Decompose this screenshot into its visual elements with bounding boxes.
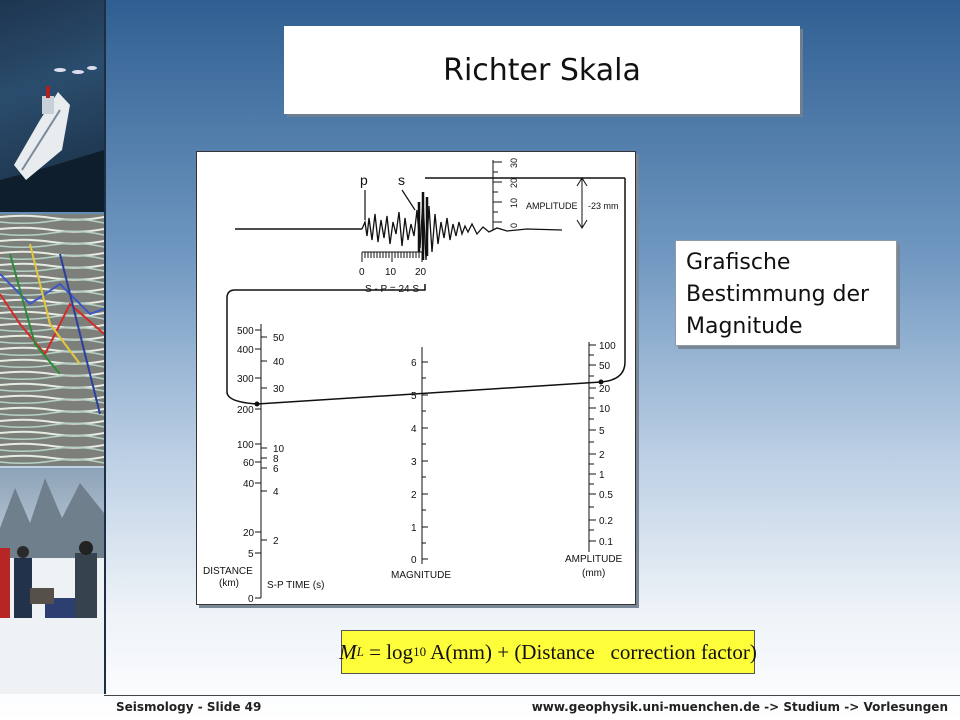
mag-tick-2: 2 <box>411 490 417 501</box>
distance-tick-300: 300 <box>237 374 254 385</box>
formula-log-sub: 10 <box>413 644 427 659</box>
time-tick-20: 20 <box>415 267 427 278</box>
mag-tick-6: 6 <box>411 358 417 369</box>
amp-tick-20: 20 <box>599 384 611 395</box>
amp-tick-50: 50 <box>599 361 611 372</box>
note-line-2: Bestimmung der <box>686 282 870 307</box>
photo-sidebar <box>0 0 104 694</box>
amp-ruler-30: 30 <box>509 157 519 168</box>
amp-ruler-10: 10 <box>509 197 519 208</box>
amplitude-annotation: AMPLITUDE <box>526 201 578 211</box>
formula-lhs: M <box>339 639 357 664</box>
distance-tick-0: 0 <box>248 594 254 604</box>
sp-tick-4: 4 <box>273 487 279 498</box>
sp-time-axis-label: S-P TIME (s) <box>267 580 325 591</box>
footer-slide-number: Seismology - Slide 49 <box>116 700 262 714</box>
distance-axis <box>255 324 267 598</box>
amp-ruler-20: 20 <box>509 177 519 188</box>
footer-divider <box>104 695 960 696</box>
mag-tick-4: 4 <box>411 424 417 435</box>
field-work-photo <box>0 468 104 694</box>
sp-tick-10: 10 <box>273 444 285 455</box>
s-wave-label: s <box>398 172 405 188</box>
richter-nomogram <box>196 151 636 605</box>
sp-tick-8: 8 <box>273 454 279 465</box>
amp-tick-2: 2 <box>599 450 605 461</box>
footer-url: www.geophysik.uni-muenchen.de -> Studium -> Vorlesungen <box>531 700 948 714</box>
amplitude-value: -23 mm <box>588 201 619 211</box>
distance-axis-unit: (km) <box>219 578 239 589</box>
amplitude-ruler <box>425 157 625 230</box>
distance-tick-400: 400 <box>237 345 254 356</box>
sp-tick-30: 30 <box>273 384 285 395</box>
ship-photo <box>0 0 104 212</box>
formula-rhs: A(mm) + (Distance correction factor) <box>426 639 757 664</box>
note-line-1: Grafische <box>686 250 791 275</box>
magnitude-formula <box>341 630 755 674</box>
sp-tick-50: 50 <box>273 333 285 344</box>
mag-tick-5: 5 <box>411 391 417 402</box>
amp-tick-5: 5 <box>599 426 605 437</box>
amplitude-axis-unit: (mm) <box>582 568 606 579</box>
time-tick-0: 0 <box>359 267 365 278</box>
sp-connector <box>227 284 425 404</box>
amplitude-axis-label: AMPLITUDE <box>565 554 623 565</box>
distance-axis-label: DISTANCE <box>203 566 253 577</box>
distance-tick-40: 40 <box>243 479 255 490</box>
note-box <box>675 240 897 346</box>
p-wave-label: p <box>360 172 368 188</box>
slide-title: Richter Skala <box>443 52 641 88</box>
magnitude-axis-label: MAGNITUDE <box>391 570 451 581</box>
mag-tick-3: 3 <box>411 457 417 468</box>
distance-tick-500: 500 <box>237 326 254 337</box>
distance-point <box>255 402 260 407</box>
distance-tick-200: 200 <box>237 405 254 416</box>
amp-tick-0.1: 0.1 <box>599 537 613 548</box>
sp-tick-40: 40 <box>273 357 285 368</box>
distance-tick-100: 100 <box>237 440 254 451</box>
sp-label: S - P = 24 S <box>365 284 420 295</box>
sidebar-divider <box>104 0 106 694</box>
time-tick-10: 10 <box>385 267 397 278</box>
sp-tick-2: 2 <box>273 536 279 547</box>
title-box <box>284 26 800 114</box>
seismic-section-image <box>0 214 104 466</box>
time-ruler <box>362 252 422 262</box>
distance-tick-60: 60 <box>243 458 255 469</box>
amp-tick-1: 1 <box>599 470 605 481</box>
wave-arrival-pointers <box>365 190 415 220</box>
magnitude-reading-line <box>257 382 601 404</box>
amp-tick-10: 10 <box>599 404 611 415</box>
amp-tick-0.5: 0.5 <box>599 490 613 501</box>
amp-tick-100: 100 <box>599 341 616 352</box>
amp-tick-0.2: 0.2 <box>599 516 613 527</box>
amplitude-axis <box>589 342 596 552</box>
magnitude-axis <box>422 347 428 564</box>
distance-tick-5: 5 <box>248 549 254 560</box>
mag-tick-0: 0 <box>411 555 417 566</box>
formula-lhs-sub: L <box>356 644 364 659</box>
distance-tick-20: 20 <box>243 528 255 539</box>
mag-tick-1: 1 <box>411 523 417 534</box>
note-line-3: Magnitude <box>686 314 803 339</box>
formula-eq: = log <box>363 639 414 664</box>
amp-ruler-0: 0 <box>509 222 519 228</box>
sp-tick-6: 6 <box>273 464 279 475</box>
nomogram-svg <box>197 152 635 604</box>
